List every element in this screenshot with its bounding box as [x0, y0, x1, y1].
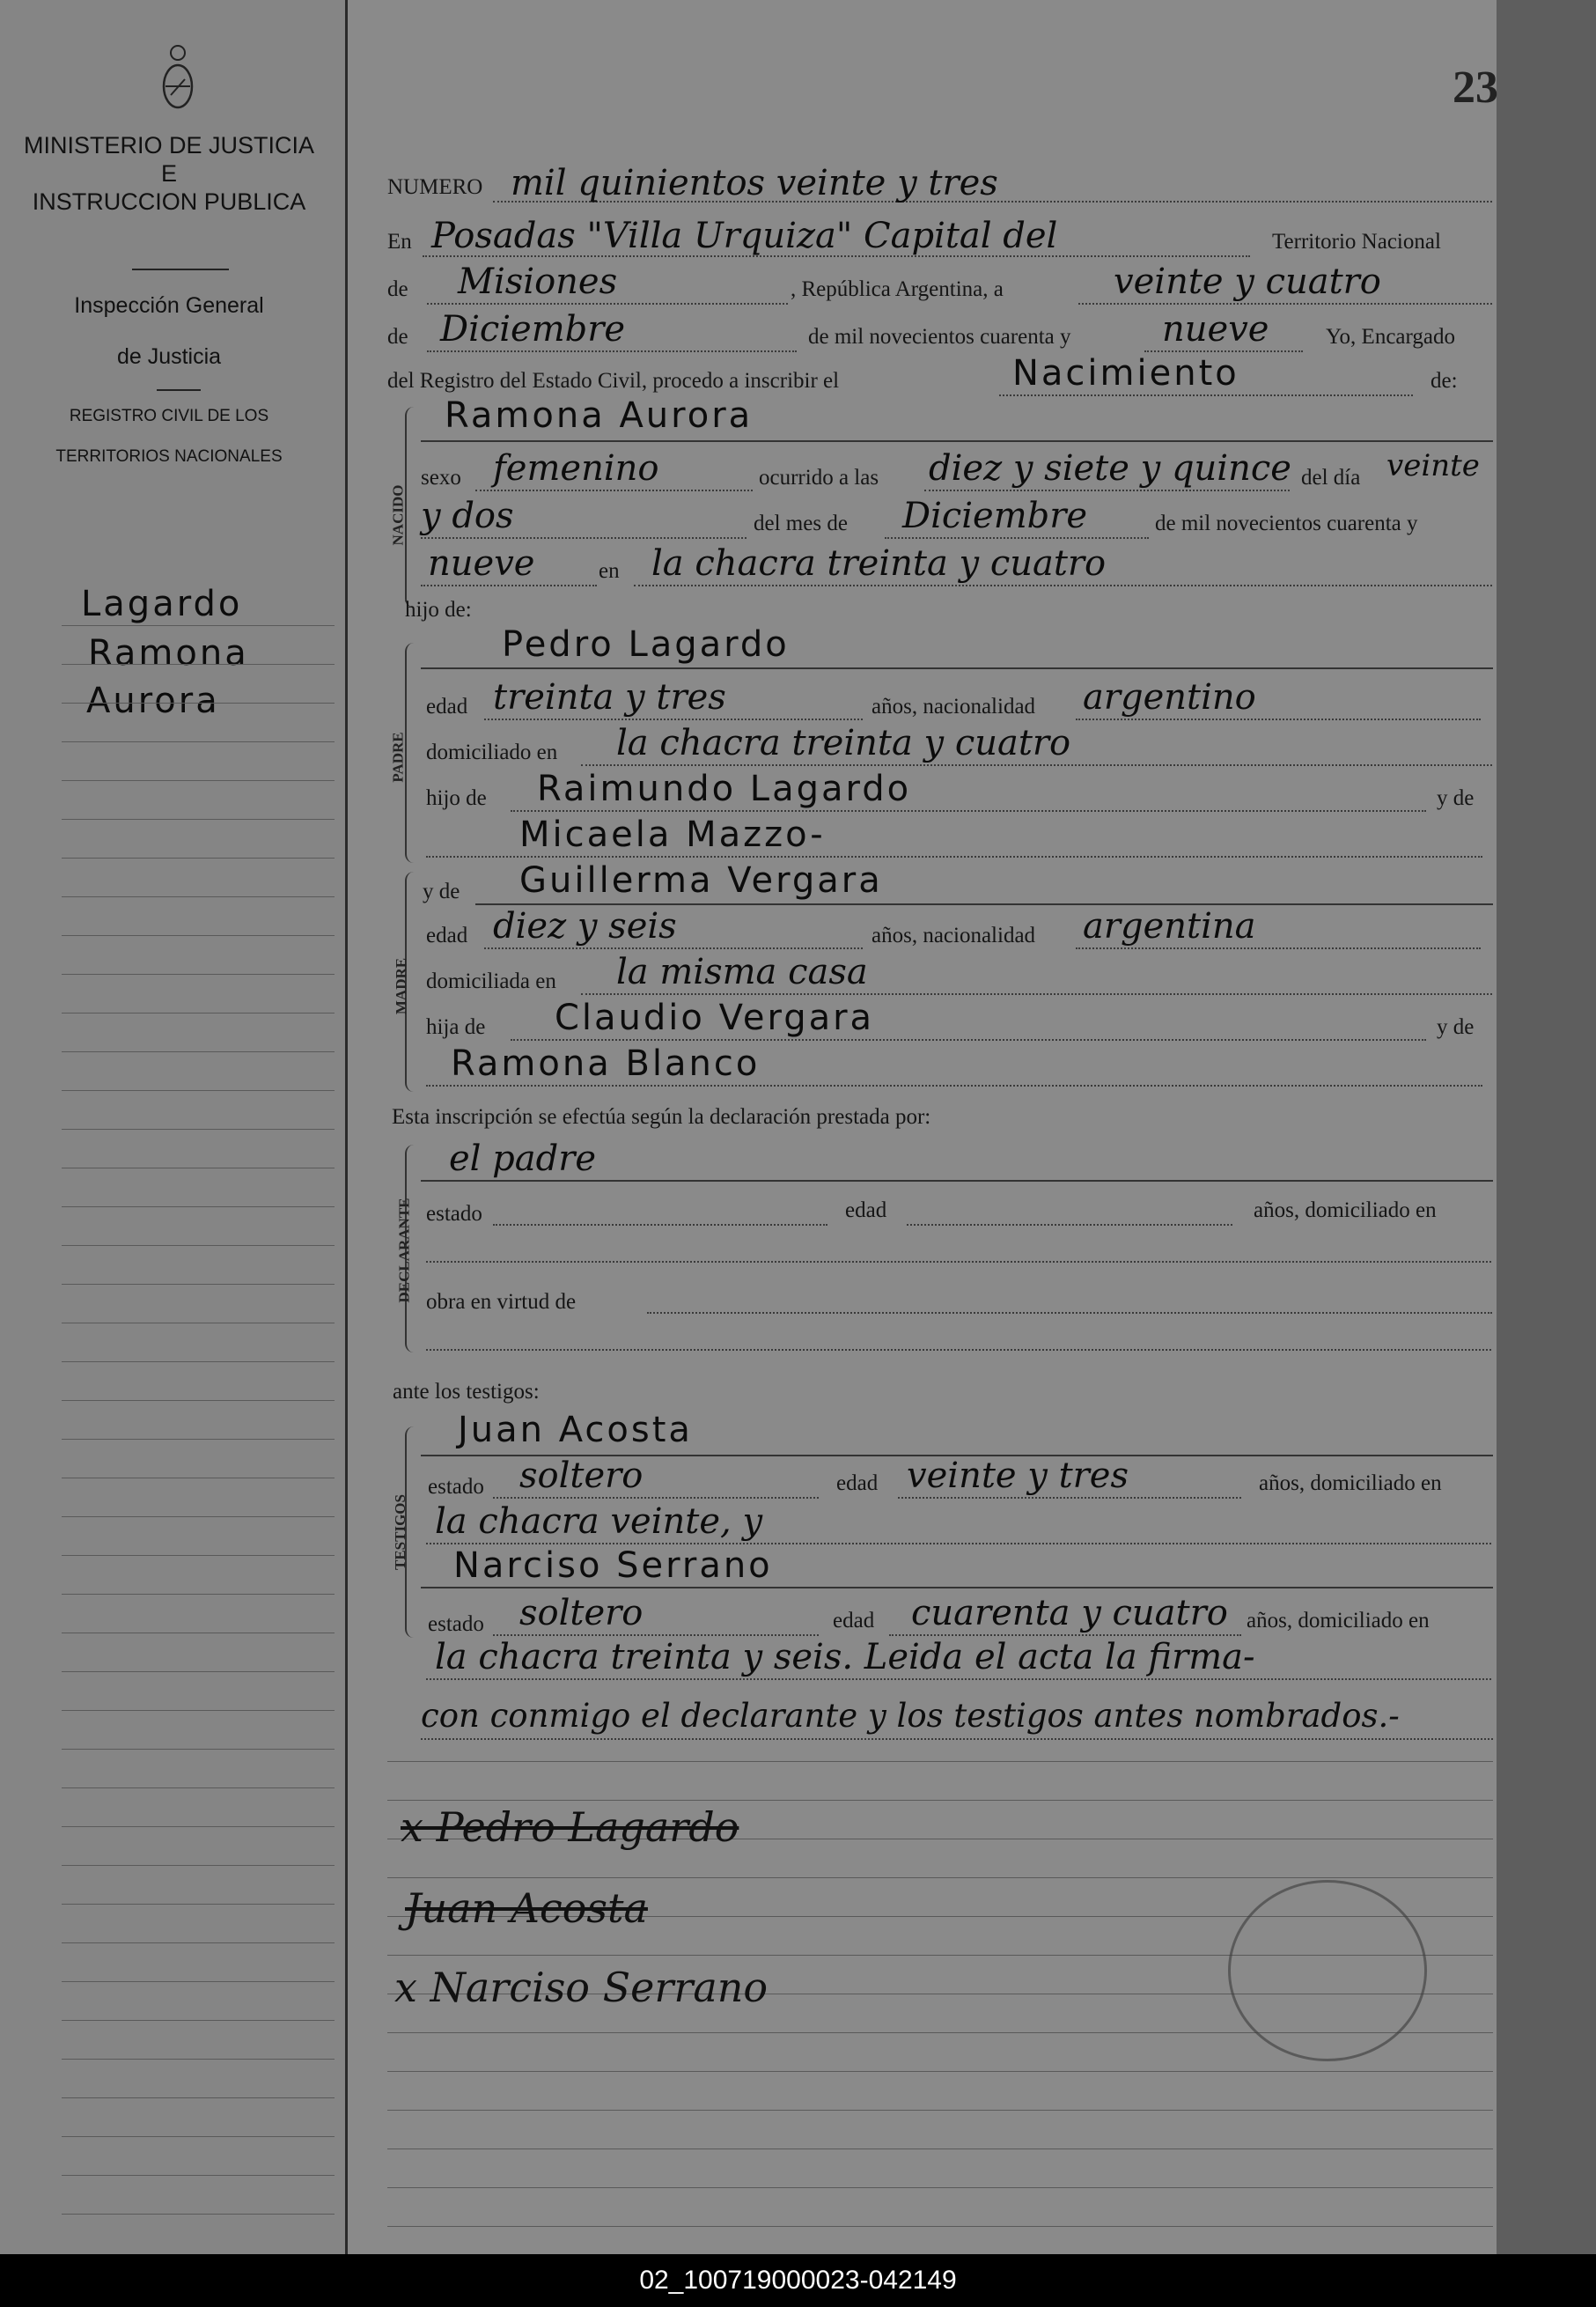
madre-dom-label: domiciliada en [426, 969, 556, 993]
left-ruled-line [62, 858, 335, 859]
left-ruled-line [62, 1981, 335, 1982]
left-ruled-line [62, 1516, 335, 1517]
left-ruled-line [62, 1051, 335, 1052]
signature-pedro: x Pedro Lagardo [401, 1803, 739, 1851]
left-ruled-line [62, 896, 335, 897]
right-ruled-line [387, 2071, 1493, 2072]
anio-value: nueve [1162, 309, 1269, 350]
padre-dom-dots [581, 764, 1492, 766]
inspeccion-divider [157, 389, 201, 391]
nombre-rule [421, 440, 1493, 442]
madre-edad-dots [484, 947, 863, 949]
left-ruled-line [62, 1361, 335, 1362]
inspeccion-line-1: Inspección General [74, 293, 264, 318]
abuela-p-value: Micaela Mazzo- [519, 814, 826, 855]
madre-nac-value: argentina [1083, 906, 1256, 947]
left-ruled-line [62, 974, 335, 975]
dia-value: veinte y cuatro [1114, 262, 1381, 302]
mes-nac-dots [885, 537, 1149, 539]
mes-dots [427, 350, 797, 352]
abuelo-p-dots [511, 810, 1426, 812]
sexo-value: femenino [493, 448, 659, 489]
right-ruled-line [387, 2226, 1493, 2227]
padre-anios-label: años, nacionalidad [872, 695, 1036, 719]
hija-de-label: hija de [426, 1015, 486, 1039]
cierre-dots [421, 1738, 1493, 1740]
left-ruled-line [62, 819, 335, 820]
testigo2-dom-dots [426, 1678, 1491, 1680]
en2-label: en [599, 559, 620, 583]
de-dots [427, 303, 788, 305]
abuelo-m-dots [511, 1039, 1426, 1041]
en-value: Posadas "Villa Urquiza" Capital del [431, 216, 1058, 256]
testigo2-rule [421, 1587, 1493, 1588]
left-ruled-line [62, 1090, 335, 1091]
madre-rule [475, 903, 1493, 905]
footer-filename: 02_100719000023-042149 [0, 2254, 1596, 2307]
padre-value: Pedro Lagardo [502, 624, 790, 665]
obra-dots-2 [426, 1349, 1491, 1351]
testigo1-dom-dots [426, 1543, 1491, 1544]
left-ruled-line [62, 1865, 335, 1866]
abuelo-p-value: Raimundo Lagardo [537, 769, 912, 809]
sexo-dots [475, 490, 753, 491]
right-ruled-line [387, 1761, 1493, 1762]
testigo1-estado-label: estado [428, 1475, 484, 1499]
right-ruled-line [387, 2110, 1493, 2111]
del-dia-label: del día [1301, 466, 1361, 490]
madre-dom-dots [581, 993, 1492, 995]
testigo2-edad-dots [889, 1634, 1241, 1636]
declarante-estado-label: estado [426, 1202, 482, 1226]
dia-nac-value: veinte [1386, 448, 1480, 483]
left-ruled-line [62, 1555, 335, 1556]
madre-label: MADRE [393, 957, 410, 1015]
de-label: de [387, 277, 408, 301]
republica-text: , República Argentina, a [791, 277, 1004, 301]
madre-nac-dots [1076, 947, 1481, 949]
dia-nac-dots [421, 537, 747, 539]
inscripcion-text: Esta inscripción se efectúa según la declaración prestada por: [392, 1105, 931, 1129]
declarante-rule [421, 1180, 1493, 1182]
nacido-label: NACIDO [389, 484, 407, 546]
registro-text: del Registro del Estado Civil, procedo a inscribir el [387, 369, 840, 393]
testigo1-edad-label: edad [836, 1471, 879, 1495]
testigo2-estado-dots [493, 1634, 819, 1636]
anio-text: de mil novecientos cuarenta y [808, 325, 1071, 349]
margin-surname: Lagardo [81, 584, 243, 624]
mes-value: Diciembre [440, 309, 626, 350]
testigos-label: TESTIGOS [392, 1494, 408, 1570]
declarante-edad-dots [907, 1224, 1232, 1226]
mes-nac-value: Diciembre [902, 496, 1088, 536]
left-ruled-line [62, 2097, 335, 2098]
declarante-edad-label: edad [845, 1198, 887, 1222]
testigos-intro: ante los testigos: [393, 1380, 540, 1404]
testigo2-dom-value: la chacra treinta y seis. Leida el acta la firma- [435, 1637, 1255, 1677]
left-ruled-line [62, 2136, 335, 2137]
right-ruled-line [387, 2187, 1493, 2188]
left-margin-column [0, 0, 348, 2254]
madre-edad-value: diez y seis [493, 906, 677, 947]
left-ruled-line [62, 1942, 335, 1943]
left-ruled-line [62, 1594, 335, 1595]
declarante-label: DECLARANTE [395, 1198, 413, 1303]
right-ruled-line [387, 1800, 1493, 1801]
abuela-m-value: Ramona Blanco [451, 1043, 761, 1084]
testigo1-edad-dots [898, 1497, 1241, 1499]
padre-edad-label: edad [426, 695, 468, 719]
testigo1-value: Juan Acosta [458, 1410, 693, 1450]
registro-line-2: TERRITORIOS NACIONALES [55, 447, 283, 466]
padre-dom-label: domiciliado en [426, 741, 558, 764]
madre-edad-label: edad [426, 924, 468, 947]
obra-dots [647, 1312, 1492, 1314]
y-de2-label: y de [423, 880, 460, 903]
acto-value: Nacimiento [1012, 353, 1239, 394]
sexo-label: sexo [421, 466, 461, 490]
cierre-value: con conmigo el declarante y los testigos antes nombrados.- [421, 1697, 1400, 1735]
anio-nac-value: nueve [428, 543, 535, 584]
testigo2-value: Narciso Serrano [453, 1545, 773, 1586]
left-ruled-line [62, 625, 335, 626]
left-ruled-line [62, 1710, 335, 1711]
declarante-estado-dots [493, 1224, 827, 1226]
official-seal-icon [1228, 1880, 1427, 2061]
padre-edad-value: treinta y tres [493, 677, 726, 718]
inspeccion-line-2: de Justicia [116, 344, 222, 369]
territorio-text: Territorio Nacional [1272, 230, 1441, 254]
padre-y-de-label: y de [1437, 786, 1475, 810]
left-ruled-line [62, 1787, 335, 1788]
padre-dom-value: la chacra treinta y cuatro [616, 723, 1071, 763]
testigo1-estado-dots [493, 1497, 819, 1499]
nacido-brace [405, 407, 421, 608]
hora-dots [924, 490, 1290, 491]
testigo2-edad-label: edad [833, 1609, 875, 1633]
padre-rule [421, 667, 1493, 669]
left-ruled-line [62, 2175, 335, 2176]
padre-brace [405, 643, 421, 863]
right-ruled-line [387, 1877, 1493, 1878]
testigo1-dom-value: la chacra veinte, y [435, 1501, 763, 1542]
madre-anios-label: años, nacionalidad [872, 924, 1036, 947]
signature-juan: Juan Acosta [405, 1884, 648, 1932]
ocurrido-label: ocurrido a las [759, 466, 879, 490]
left-ruled-line [62, 1129, 335, 1130]
ministry-divider [132, 269, 229, 270]
left-ruled-line [62, 1400, 335, 1401]
testigo1-edad-value: veinte y tres [907, 1456, 1129, 1496]
madre-value: Guillerma Vergara [519, 860, 883, 901]
testigo2-edad-value: cuarenta y cuatro [911, 1593, 1228, 1633]
page-number: 23 [1453, 63, 1498, 113]
testigo2-anios-label: años, domiciliado en [1247, 1609, 1430, 1633]
lugar-dots [634, 585, 1492, 586]
abuela-p-dots [426, 856, 1482, 858]
left-ruled-line [62, 1671, 335, 1672]
padre-nac-dots [1076, 719, 1481, 720]
padre-label: PADRE [389, 732, 407, 783]
left-ruled-line [62, 664, 335, 665]
testigo1-estado-value: soltero [519, 1456, 644, 1496]
madre-dom-value: la misma casa [616, 952, 868, 992]
numero-value: mil quinientos veinte y tres [511, 163, 998, 203]
yo-text: Yo, Encargado [1326, 325, 1455, 349]
dia-nac-value-2: y dos [421, 496, 514, 536]
lugar-value: la chacra treinta y cuatro [651, 543, 1107, 584]
left-ruled-line [62, 741, 335, 742]
nombre-value: Ramona Aurora [445, 395, 754, 436]
en-label: En [387, 230, 412, 254]
signature-narciso: x Narciso Serrano [394, 1964, 769, 2011]
declarante-anios-label: años, domiciliado en [1254, 1198, 1437, 1222]
left-ruled-line [62, 2059, 335, 2060]
anio-dots [1144, 350, 1303, 352]
mil-label: de mil novecientos cuarenta y [1155, 512, 1418, 535]
testigo2-estado-value: soltero [519, 1593, 644, 1633]
margin-second-name: Aurora [86, 681, 220, 721]
left-ruled-line [62, 1904, 335, 1905]
acto-dots [999, 394, 1413, 396]
left-ruled-line [62, 780, 335, 781]
ministry-line-1: MINISTERIO DE JUSTICIA [23, 132, 315, 158]
numero-label: NUMERO [387, 175, 483, 199]
padre-edad-dots [484, 719, 863, 720]
left-ruled-line [62, 1206, 335, 1207]
left-ruled-line [62, 1439, 335, 1440]
declarante-dom-dots [426, 1261, 1491, 1263]
hijo-label: hijo de: [405, 598, 472, 622]
padre-hijo-de-label: hijo de [426, 786, 487, 810]
testigo2-estado-label: estado [428, 1612, 484, 1636]
left-ruled-line [62, 1826, 335, 1827]
left-ruled-line [62, 703, 335, 704]
anio-nac-dots [421, 585, 597, 586]
padre-nac-value: argentino [1083, 677, 1256, 718]
left-ruled-line [62, 1749, 335, 1750]
hora-value: diez y siete y quince [929, 448, 1291, 489]
dia-dots [1078, 303, 1492, 305]
margin-first-name: Ramona [88, 633, 249, 674]
abuela-m-dots [426, 1085, 1482, 1087]
left-ruled-line [62, 2214, 335, 2215]
left-ruled-line [62, 935, 335, 936]
left-ruled-line [62, 1245, 335, 1246]
madre-y-de-label: y de [1437, 1015, 1475, 1039]
abuelo-m-value: Claudio Vergara [555, 998, 875, 1038]
de2-label: de [387, 325, 408, 349]
de3-label: de: [1431, 369, 1458, 393]
left-ruled-line [62, 2020, 335, 2021]
provincia-value: Misiones [458, 262, 618, 302]
declarante-value: el padre [449, 1139, 597, 1179]
registro-line-1: REGISTRO CIVIL DE LOS [69, 407, 269, 425]
left-ruled-line [62, 1284, 335, 1285]
ministry-line-3: INSTRUCCION PUBLICA [32, 188, 306, 215]
testigo1-anios-label: años, domiciliado en [1259, 1471, 1442, 1495]
del-mes-label: del mes de [754, 512, 848, 535]
obra-label: obra en virtud de [426, 1290, 577, 1314]
coat-of-arms-icon [158, 42, 197, 113]
ministry-line-2: E [160, 160, 177, 187]
